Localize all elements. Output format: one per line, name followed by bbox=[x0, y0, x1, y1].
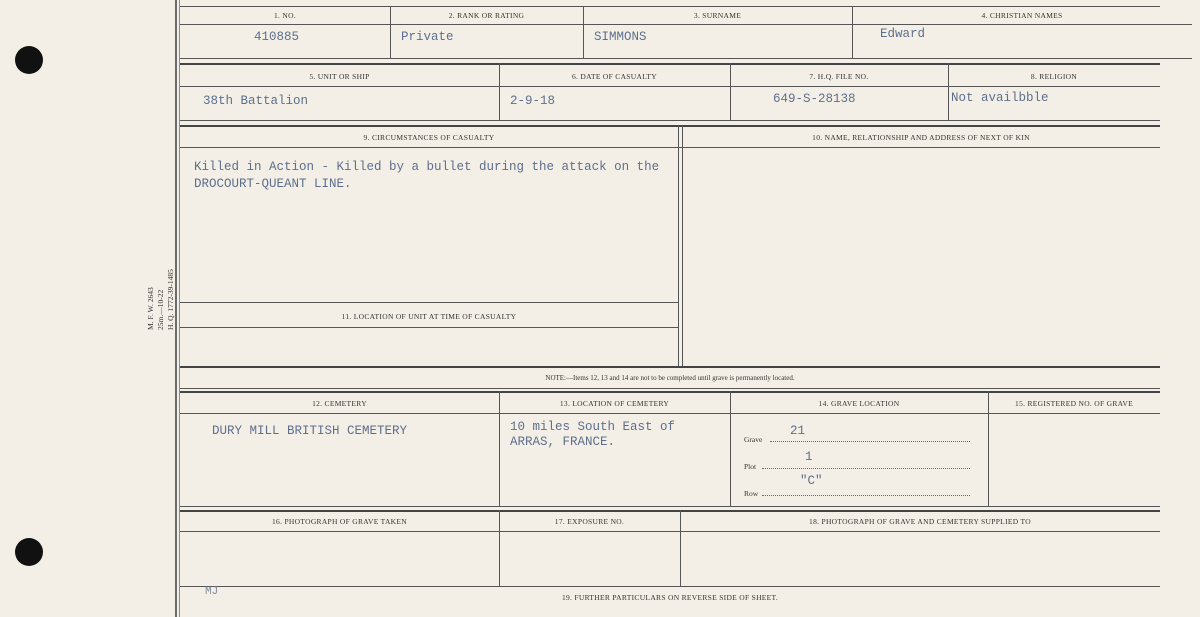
value-christian-names: Edward bbox=[880, 27, 926, 41]
header-hq-file: 7. H.Q. FILE NO. bbox=[809, 72, 869, 81]
value-rank: Private bbox=[401, 30, 454, 44]
rule bbox=[180, 125, 1160, 127]
header-christian-names: 4. CHRISTIAN NAMES bbox=[981, 11, 1063, 20]
header-religion: 8. RELIGION bbox=[1030, 72, 1078, 81]
header-date: 6. DATE OF CASUALTY bbox=[571, 72, 657, 81]
header-location-of-unit: 11. LOCATION OF UNIT AT TIME OF CASUALTY bbox=[341, 312, 517, 321]
rule bbox=[180, 510, 1160, 512]
row-dotted-line bbox=[762, 495, 970, 496]
header-rank: 2. RANK OR RATING bbox=[448, 11, 525, 20]
header-surname: 3. SURNAME bbox=[693, 11, 742, 20]
row-label: Row bbox=[744, 489, 759, 498]
rule bbox=[180, 413, 1160, 414]
rule bbox=[180, 120, 1160, 121]
value-location-line-2: ARRAS, FRANCE. bbox=[510, 435, 616, 449]
rule bbox=[180, 24, 1192, 25]
header-photo-taken: 16. PHOTOGRAPH OF GRAVE TAKEN bbox=[272, 517, 407, 526]
value-grave: 21 bbox=[790, 424, 806, 438]
header-exposure-no: 17. EXPOSURE NO. bbox=[554, 517, 625, 526]
rule bbox=[730, 391, 731, 506]
rule bbox=[180, 506, 1160, 507]
header-no: 1. NO. bbox=[273, 11, 296, 20]
header-registered-no: 15. REGISTERED NO. OF GRAVE bbox=[1015, 399, 1133, 408]
initials: MJ bbox=[205, 586, 219, 598]
binder-hole-top bbox=[15, 46, 43, 74]
rule bbox=[180, 302, 678, 303]
rule bbox=[180, 86, 1160, 87]
header-photo-supplied: 18. PHOTOGRAPH OF GRAVE AND CEMETERY SUPPLIED TO bbox=[809, 517, 1031, 526]
header-grave-location: 14. GRAVE LOCATION bbox=[818, 399, 900, 408]
rule bbox=[180, 63, 1160, 65]
value-date: 2-9-18 bbox=[510, 94, 556, 108]
header-next-of-kin: 10. NAME, RELATIONSHIP AND ADDRESS OF NEXT OF KIN bbox=[812, 133, 1030, 142]
grave-label: Grave bbox=[744, 435, 763, 444]
rule bbox=[988, 391, 989, 506]
rule bbox=[180, 388, 1160, 389]
rule bbox=[499, 391, 500, 506]
value-unit: 38th Battalion bbox=[203, 94, 309, 108]
header-unit: 5. UNIT OR SHIP bbox=[309, 72, 370, 81]
value-cemetery: DURY MILL BRITISH CEMETERY bbox=[212, 424, 408, 438]
grave-dotted-line bbox=[770, 441, 970, 442]
header-cemetery: 12. CEMETERY bbox=[312, 399, 367, 408]
rule bbox=[180, 6, 1160, 7]
value-hq-file: 649-S-28138 bbox=[773, 92, 856, 106]
margin-print-line: 25m.—10-22 bbox=[156, 289, 165, 330]
header-location-of-cemetery: 13. LOCATION OF CEMETERY bbox=[559, 399, 670, 408]
value-religion: Not availbble bbox=[951, 91, 1049, 105]
header-circumstances: 9. CIRCUMSTANCES OF CASUALTY bbox=[363, 133, 495, 142]
margin-print bbox=[146, 269, 176, 330]
rule bbox=[180, 531, 1160, 532]
value-plot: 1 bbox=[805, 450, 813, 464]
value-row: "C" bbox=[800, 474, 823, 488]
footer-text: 19. FURTHER PARTICULARS ON REVERSE SIDE OF SHEET. bbox=[561, 593, 779, 602]
rule bbox=[180, 391, 1160, 393]
rule bbox=[180, 147, 1160, 148]
margin-print-line: H. Q. 1772-39-1485 bbox=[166, 269, 175, 330]
value-location-line-1: 10 miles South East of bbox=[510, 420, 676, 434]
value-circumstances-line-2: DROCOURT-QUEANT LINE. bbox=[194, 177, 352, 191]
value-circumstances-line-1: Killed in Action - Killed by a bullet during the attack on the bbox=[194, 160, 660, 174]
margin-print-line: M. F. W. 2643 bbox=[146, 287, 155, 330]
value-surname: SIMMONS bbox=[594, 30, 647, 44]
rule bbox=[180, 58, 1192, 59]
plot-label: Plot bbox=[744, 462, 757, 471]
note-text: NOTE:—Items 12, 13 and 14 are not to be completed until grave is permanently located. bbox=[545, 374, 795, 382]
rule bbox=[678, 125, 679, 366]
rule bbox=[180, 327, 678, 328]
rule bbox=[180, 366, 1160, 368]
plot-dotted-line bbox=[762, 468, 970, 469]
rule bbox=[682, 125, 683, 366]
binder-hole-bottom bbox=[15, 538, 43, 566]
rule bbox=[180, 586, 1160, 587]
value-no: 410885 bbox=[254, 30, 300, 44]
